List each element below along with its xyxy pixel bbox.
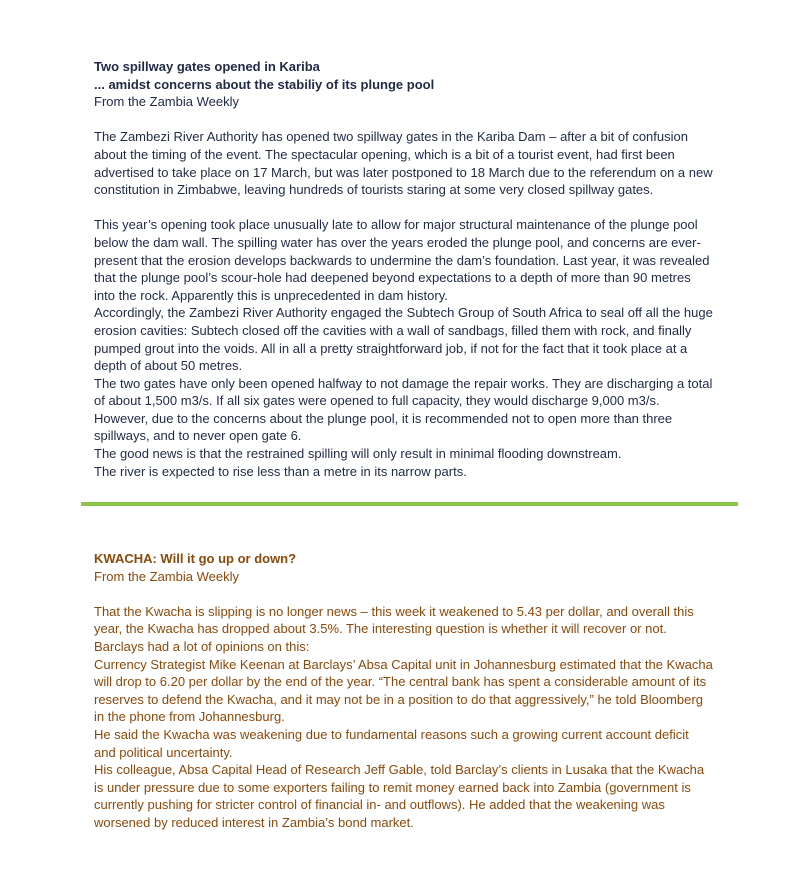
article-source: From the Zambia Weekly	[94, 568, 239, 584]
article-subtitle: ... amidst concerns about the stabiliy of its plunge pool	[94, 76, 435, 92]
paragraph-spacer	[94, 111, 714, 129]
article-paragraph: His colleague, Absa Capital Head of Research Jeff Gable, told Barclay’s clients in Lusaka that the Kwacha is under pressure due to some exporters failing to remit money earned back into Zambia (government is currently pushing for stricter control of financial in- and outflows). He added that the weakening was worsened by reduced interest in Zambia’s bond market.	[94, 762, 705, 830]
article-paragraph: The two gates have only been opened halfway to not damage the repair works. They are discharging a total of about 1,500 m3/s. If all six gates were opened to full capacity, they would discharge 9,000 m3/s. However, due to the concerns about the plunge pool, it is recommended not to open more than three spillways, and to never open gate 6.	[94, 375, 713, 444]
article-paragraph: That the Kwacha is slipping is no longer news – this week it weakened to 5.43 per dollar, and overall this year, the Kwacha has dropped about 3.5%. The interesting question is whether it will recover or not.	[94, 603, 694, 637]
article-paragraph: Currency Strategist Mike Keenan at Barclays’ Absa Capital unit in Johannesburg estimated that the Kwacha will drop to 6.20 per dollar by the end of the year. “The central bank has spent a considerable amount of its reserves to defend the Kwacha, and it may not be in a position to do that aggressively,” he told Bloomberg in the phone from Johannesburg.	[94, 656, 713, 725]
paragraph-spacer	[94, 199, 714, 217]
article-kwacha	[94, 550, 714, 832]
article-kariba	[94, 58, 714, 480]
article-paragraph: The Zambezi River Authority has opened two spillway gates in the Kariba Dam – after a bit of confusion about the timing of the event. The spectacular opening, which is a bit of a tourist event, had first been advertised to take place on 17 March, but was later postponed to 18 March due to the referendum on a new constitution in Zimbabwe, leaving hundreds of tourists staring at some very closed spillway gates.	[94, 129, 713, 198]
article-paragraph: This year’s opening took place unusually late to allow for major structural maintenance of the plunge pool below the dam wall. The spilling water has over the years eroded the plunge pool, and concerns are ever-present that the erosion develops backwards to undermine the dam’s foundation. Last year, it was revealed that the plunge pool’s scour-hole had deepened beyond expectations to a depth of more than 90 metres into the rock. Apparently this is unprecedented in dam history.	[94, 217, 710, 303]
article-source: From the Zambia Weekly	[94, 94, 239, 110]
paragraph-spacer	[94, 585, 714, 603]
article-title: Two spillway gates opened in Kariba	[94, 59, 320, 74]
article-paragraph: He said the Kwacha was weakening due to fundamental reasons such a growing current account deficit and political uncertainty.	[94, 726, 689, 760]
article-paragraph: Accordingly, the Zambezi River Authority engaged the Subtech Group of South Africa to seal off all the huge erosion cavities: Subtech closed off the cavities with a wall of sandbags, filled them with rock, and finally pumped grout into the voids. All in all a pretty straightforward job, if not for the fact that it took place at a depth of about 50 metres.	[94, 305, 713, 374]
section-divider	[81, 502, 738, 506]
article-paragraph: The river is expected to rise less than a metre in its narrow parts.	[94, 463, 467, 479]
article-title: KWACHA: Will it go up or down?	[94, 551, 297, 566]
article-paragraph: Barclays had a lot of opinions on this:	[94, 638, 310, 654]
article-paragraph: The good news is that the restrained spilling will only result in minimal flooding downstream.	[94, 446, 622, 462]
